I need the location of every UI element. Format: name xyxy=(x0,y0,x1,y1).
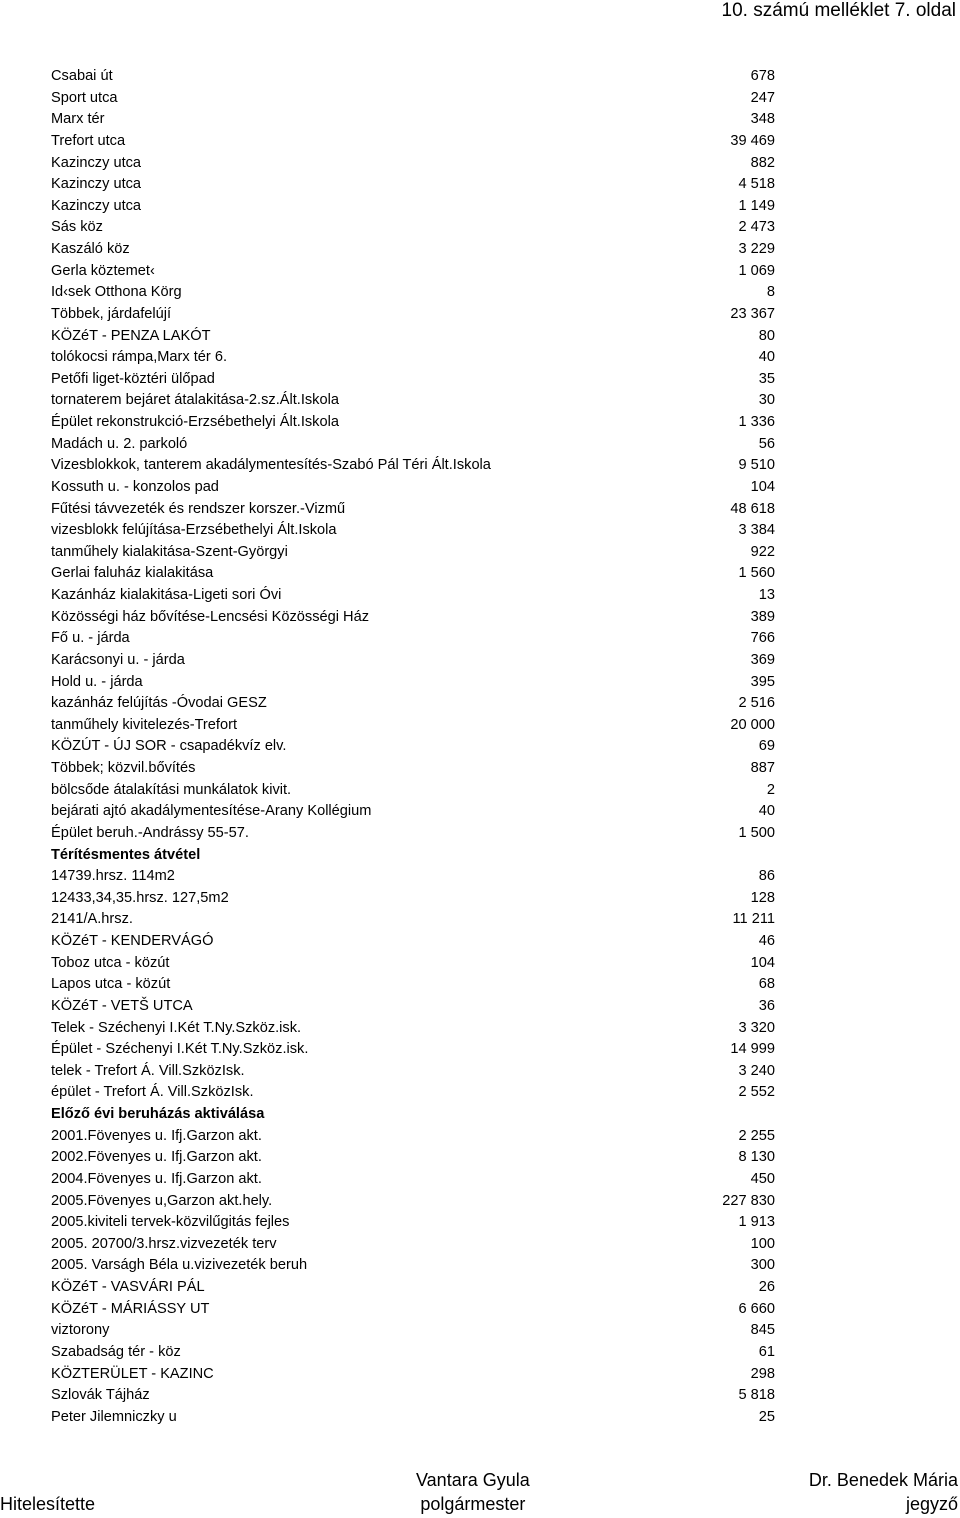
item-value: 300 xyxy=(750,1257,775,1274)
item-name: tanműhely kivitelezés-Trefort xyxy=(51,716,237,733)
item-value: 3 320 xyxy=(738,1019,775,1036)
list-item xyxy=(51,88,775,110)
item-value: 2 552 xyxy=(738,1084,775,1101)
item-name: Gerlai faluház kialakitása xyxy=(51,565,214,582)
item-name: 2004.Fövenyes u. Ifj.Garzon akt. xyxy=(51,1170,262,1187)
item-value: 8 xyxy=(766,284,775,301)
mayor-name: Vantara Gyula xyxy=(416,1470,530,1490)
item-name: Petőfi liget-köztéri ülőpad xyxy=(51,370,215,387)
list-item xyxy=(51,1039,775,1061)
list-item xyxy=(51,974,775,996)
item-value: 104 xyxy=(750,954,775,971)
item-value: 80 xyxy=(758,327,775,344)
item-value: 23 367 xyxy=(730,305,775,322)
item-name: 2005. 20700/3.hrsz.vizvezeték terv xyxy=(51,1235,277,1252)
list-item xyxy=(51,66,775,88)
item-value: 845 xyxy=(750,1322,775,1339)
item-value: 3 229 xyxy=(738,241,775,257)
item-value: 298 xyxy=(750,1365,775,1382)
item-name: bölcsőde átalakítási munkálatok kivit. xyxy=(51,781,292,798)
item-value: 100 xyxy=(750,1235,775,1252)
notary-name: Dr. Benedek Mária xyxy=(808,1470,958,1490)
item-name: 2005.Fövenyes u,Garzon akt.hely. xyxy=(51,1192,273,1209)
item-value: 1 149 xyxy=(738,197,775,214)
item-name: Kazinczy utca xyxy=(51,197,142,214)
item-value: 48 618 xyxy=(730,500,775,517)
list-item xyxy=(51,153,775,175)
list-item xyxy=(51,499,775,521)
signature-footer xyxy=(0,1468,960,1518)
item-name: Térítésmentes átvétel xyxy=(51,846,201,863)
item-value: 1 500 xyxy=(738,824,775,841)
item-name: Szlovák Tájház xyxy=(51,1387,150,1404)
item-name: Kazinczy utca xyxy=(51,176,142,193)
mayor-signature-block xyxy=(416,1468,530,1516)
page-header: 10. számú melléklet 7. oldal xyxy=(721,0,956,21)
item-name: KÖZéT - VASVÁRI PÁL xyxy=(51,1279,205,1295)
item-name: tolókocsi rámpa,Marx tér 6. xyxy=(51,349,227,366)
item-name: Madách u. 2. parkoló xyxy=(51,435,188,452)
item-name: Épület - Széchenyi I.Két T.Ny.Szköz.isk. xyxy=(51,1041,309,1058)
item-value: 3 240 xyxy=(738,1062,775,1079)
list-item xyxy=(51,953,775,975)
item-name: Csabai út xyxy=(51,68,113,84)
item-name: Peter Jilemniczky u xyxy=(51,1408,177,1425)
list-item xyxy=(51,217,775,239)
item-name: Hold u. - járda xyxy=(51,673,143,690)
item-value: 26 xyxy=(758,1279,775,1295)
item-value: 766 xyxy=(750,630,775,647)
item-value: 247 xyxy=(750,89,775,106)
list-item xyxy=(51,996,775,1018)
list-item xyxy=(51,866,775,888)
item-name: 2002.Fövenyes u. Ifj.Garzon akt. xyxy=(51,1149,262,1166)
item-value: 86 xyxy=(758,868,775,885)
item-value: 6 660 xyxy=(738,1300,775,1317)
item-value: 14 999 xyxy=(730,1041,775,1058)
item-value: 1 069 xyxy=(738,262,775,279)
list-item xyxy=(51,1191,775,1213)
item-name: 2005.kiviteli tervek-közvilűgitás fejles xyxy=(51,1214,290,1231)
item-value: 13 xyxy=(758,587,775,603)
item-name: tanműhely kialakitása-Szent-Györgyi xyxy=(51,543,288,560)
item-value: 1 336 xyxy=(738,414,775,430)
item-value: 11 211 xyxy=(732,911,775,928)
item-name: kazánház felújítás -Óvodai GESZ xyxy=(51,695,267,712)
list-item xyxy=(51,1061,775,1083)
item-value: 922 xyxy=(750,543,775,560)
list-item xyxy=(51,1147,775,1169)
list-item xyxy=(51,715,775,737)
notary-signature-block xyxy=(809,1468,958,1516)
item-value: 450 xyxy=(750,1170,775,1187)
item-name: Kossuth u. - konzolos pad xyxy=(51,478,219,495)
item-name: KÖZéT - VETŠ UTCA xyxy=(51,997,193,1014)
section-heading xyxy=(51,845,775,867)
item-name: Kaszáló köz xyxy=(51,241,130,257)
item-value: 128 xyxy=(750,889,775,906)
item-name: KÖZÚT - ÚJ SOR - csapadékvíz elv. xyxy=(51,738,287,755)
item-value: 389 xyxy=(750,608,775,625)
item-name: KÖZéT - MÁRIÁSSY UT xyxy=(51,1300,210,1317)
list-item xyxy=(51,282,775,304)
item-name: telek - Trefort Á. Vill.SzközIsk. xyxy=(51,1062,245,1079)
item-name: épület - Trefort Á. Vill.SzközIsk. xyxy=(51,1084,254,1101)
list-item xyxy=(51,109,775,131)
list-item xyxy=(51,736,775,758)
item-value: 61 xyxy=(758,1343,775,1360)
item-value: 1 560 xyxy=(738,565,775,582)
item-name: Többek, járdafelújí xyxy=(51,305,172,322)
list-item xyxy=(51,607,775,629)
item-value: 46 xyxy=(758,933,775,949)
item-name: Trefort utca xyxy=(51,132,126,149)
item-name: 2141/A.hrsz. xyxy=(51,911,133,928)
item-value: 4 518 xyxy=(738,176,775,193)
list-item xyxy=(51,1385,775,1407)
item-name: Marx tér xyxy=(51,111,105,128)
item-value: 227 830 xyxy=(722,1192,775,1209)
item-name: Többek; közvil.bővítés xyxy=(51,760,196,776)
item-name: bejárati ajtó akadálymentesítése-Arany Kollégium xyxy=(51,803,372,820)
list-item xyxy=(51,196,775,218)
item-name: Id‹sek Otthona Körg xyxy=(51,284,182,301)
list-item xyxy=(51,1320,775,1342)
item-value: 2 xyxy=(766,781,775,798)
mayor-title: polgármester xyxy=(420,1494,526,1514)
item-name: Épület rekonstrukció-Erzsébethelyi Ált.Iskola xyxy=(51,414,339,430)
list-item xyxy=(51,888,775,910)
item-name: Sport utca xyxy=(51,89,118,106)
item-value: 678 xyxy=(750,68,775,84)
item-value: 20 000 xyxy=(730,716,775,733)
item-name: Gerla köztemet‹ xyxy=(51,262,155,279)
item-name: 2005. Varságh Béla u.vizivezeték beruh xyxy=(51,1257,308,1274)
list-item xyxy=(51,1212,775,1234)
list-item xyxy=(51,261,775,283)
list-item xyxy=(51,1407,775,1429)
item-value: 395 xyxy=(750,673,775,690)
item-name: Fűtési távvezeték és rendszer korszer.-Vizmű xyxy=(51,500,346,517)
list-item xyxy=(51,304,775,326)
item-value: 35 xyxy=(758,370,775,387)
item-name: KÖZTERÜLET - KAZINC xyxy=(51,1365,214,1382)
item-value: 8 130 xyxy=(738,1149,775,1166)
item-value: 69 xyxy=(758,738,775,755)
item-value: 40 xyxy=(758,349,775,366)
list-item xyxy=(51,542,775,564)
item-name: KÖZéT - KENDERVÁGÓ xyxy=(51,933,214,949)
asset-list xyxy=(51,66,775,1428)
list-item xyxy=(51,672,775,694)
item-name: Szabadság tér - köz xyxy=(51,1343,181,1360)
list-item xyxy=(51,477,775,499)
list-item xyxy=(51,628,775,650)
item-value: 2 516 xyxy=(738,695,775,712)
item-name: 2001.Fövenyes u. Ifj.Garzon akt. xyxy=(51,1127,262,1144)
item-value: 1 913 xyxy=(738,1214,775,1231)
list-item xyxy=(51,801,775,823)
list-item xyxy=(51,1277,775,1299)
section-heading xyxy=(51,1104,775,1126)
item-value: 348 xyxy=(750,111,775,128)
list-item xyxy=(51,131,775,153)
list-item xyxy=(51,174,775,196)
list-item xyxy=(51,326,775,348)
list-item xyxy=(51,1342,775,1364)
item-value: 5 818 xyxy=(738,1387,775,1404)
list-item xyxy=(51,1234,775,1256)
list-item xyxy=(51,1299,775,1321)
item-name: Vizesblokkok, tanterem akadálymentesítés-Szabó Pál Téri Ált.Iskola xyxy=(51,457,491,474)
notary-title: jegyző xyxy=(905,1494,958,1514)
list-item xyxy=(51,909,775,931)
item-value: 369 xyxy=(750,651,775,668)
list-item xyxy=(51,434,775,456)
list-item xyxy=(51,412,775,434)
item-value: 887 xyxy=(750,760,775,776)
list-item xyxy=(51,780,775,802)
item-value: 104 xyxy=(750,478,775,495)
list-item xyxy=(51,347,775,369)
item-value: 2 255 xyxy=(738,1127,775,1144)
list-item xyxy=(51,520,775,542)
item-name: Kazinczy utca xyxy=(51,154,142,171)
item-value: 36 xyxy=(758,997,775,1014)
list-item xyxy=(51,1169,775,1191)
item-name: 14739.hrsz. 114m2 xyxy=(51,868,175,885)
item-name: viztorony xyxy=(51,1322,110,1339)
item-value: 30 xyxy=(758,392,775,409)
item-name: Sás köz xyxy=(51,219,103,236)
list-item xyxy=(51,1018,775,1040)
list-item xyxy=(51,693,775,715)
item-name: Toboz utca - közút xyxy=(51,954,170,971)
list-item xyxy=(51,1126,775,1148)
item-name: Telek - Széchenyi I.Két T.Ny.Szköz.isk. xyxy=(51,1019,302,1036)
item-name: Előző évi beruházás aktiválása xyxy=(51,1106,265,1122)
list-item xyxy=(51,455,775,477)
list-item xyxy=(51,1255,775,1277)
item-value: 56 xyxy=(758,435,775,452)
item-value: 3 384 xyxy=(738,522,775,539)
item-name: Közösségi ház bővítése-Lencsési Közösségi Ház xyxy=(51,608,369,625)
item-name: Épület beruh.-Andrássy 55-57. xyxy=(51,824,249,841)
list-item xyxy=(51,1082,775,1104)
list-item xyxy=(51,931,775,953)
list-item xyxy=(51,563,775,585)
list-item xyxy=(51,585,775,607)
item-name: 12433,34,35.hrsz. 127,5m2 xyxy=(51,889,229,906)
item-value: 9 510 xyxy=(738,457,775,474)
item-name: Fő u. - járda xyxy=(51,630,130,647)
item-name: tornaterem bejáret átalakitása-2.sz.Ált.Iskola xyxy=(51,392,339,409)
list-item xyxy=(51,369,775,391)
item-value: 882 xyxy=(750,154,775,171)
item-value: 40 xyxy=(758,803,775,820)
list-item xyxy=(51,390,775,412)
item-name: Kazánház kialakitása-Ligeti sori Óvi xyxy=(51,587,282,603)
item-name: vizesblokk felújítása-Erzsébethelyi Ált.Iskola xyxy=(51,522,337,539)
item-name: KÖZéT - PENZA LAKÓT xyxy=(51,327,211,344)
certified-by-label: Hitelesítette xyxy=(0,1494,96,1514)
item-value: 39 469 xyxy=(730,132,775,149)
list-item xyxy=(51,1364,775,1386)
item-value: 68 xyxy=(758,976,775,993)
item-value: 25 xyxy=(758,1408,775,1425)
item-name: Lapos utca - közút xyxy=(51,976,171,993)
item-value: 2 473 xyxy=(738,219,775,236)
list-item xyxy=(51,650,775,672)
item-name: Karácsonyi u. - járda xyxy=(51,651,185,668)
list-item xyxy=(51,239,775,261)
list-item xyxy=(51,823,775,845)
list-item xyxy=(51,758,775,780)
